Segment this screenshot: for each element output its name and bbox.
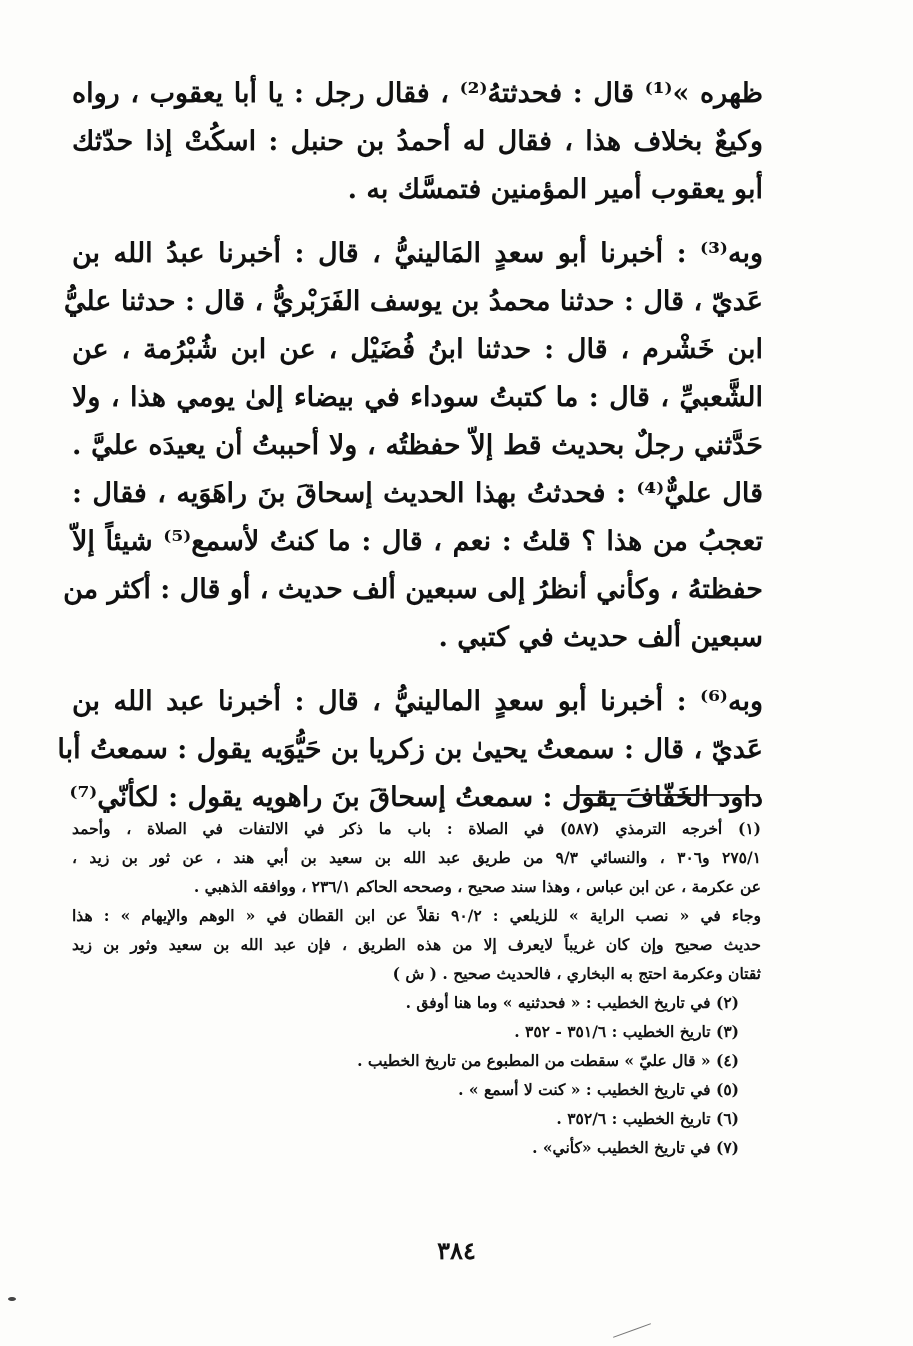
footnote-line: (٦) تاريخ الخطيب : ٣٥٢/٦ . [556, 1109, 739, 1128]
text-line: أبو يعقوب أمير المؤمنين فتمسَّك به . [347, 174, 763, 205]
scan-mark [613, 1323, 651, 1338]
text-line: وكيعٌ بخلاف هذا ، فقال له أحمدُ بن حنبل : اسكُتْ إذا حدّثك [72, 126, 763, 157]
page-number: ٣٨٤ [437, 1236, 476, 1265]
footnote-line: (١) أخرجه الترمذي (٥٨٧) في الصلاة : باب ما ذكر في الالتفات في الصلاة ، وأحمد [72, 819, 761, 838]
footnote-line: (٣) تاريخ الخطيب : ٣٥١/٦ - ٣٥٢ . [514, 1022, 739, 1041]
text-line: حفظتهُ ، وكأني أنظرُ إلى سبعين ألف حديث ، أو قال : أكثر من [63, 574, 763, 605]
text-line: ابن خَشْرم ، قال : حدثنا ابنُ فُضَيْل ، عن ابن شُبْرُمة ، عن [72, 334, 763, 365]
text-line: وبه⁽³⁾ : أخبرنا أبو سعدٍ المَالينيُّ ، قال : أخبرنا عبدُ الله بن [72, 238, 763, 269]
footnote-separator [570, 794, 760, 796]
text-line: حَدَّثني رجلٌ بحديث قط إلاّ حفظتُه ، ولا أحببتُ أن يعيدَه عليَّ . [72, 430, 763, 461]
footnote-line: (٥) في تاريخ الخطيب : « كنت لا أسمع » . [458, 1080, 739, 1099]
footnote-line: ٢٧٥/١ و٣٠٦ ، والنسائي ٩/٣ من طريق عبد الله بن سعيد بن أبي هند ، عن ثور بن زيد ، [72, 848, 761, 867]
footnote-line: عن عكرمة ، عن ابن عباس ، وهذا سند صحيح ، وصححه الحاكم ٢٣٦/١ ، ووافقه الذهبي . [193, 877, 761, 896]
footnote-line: حديث صحيح وإن كان غريباً لايعرف إلا من هذه الطريق ، فإن عبد الله بن سعيد وثور بن زيد [72, 935, 761, 954]
scan-speck [8, 1297, 16, 1301]
footnote-line: ثقتان وعكرمة احتج به البخاري ، فالحديث صحيح . ( ش ) [392, 964, 761, 983]
main-text-block [57, 70, 764, 822]
text-line: سبعين ألف حديث في كتبي . [438, 622, 763, 653]
footnotes-block [72, 814, 761, 1162]
footnote-line: (٢) في تاريخ الخطيب : « فحدثنيه » وما هنا أوفق . [405, 993, 739, 1012]
text-line: عَديّ ، قال : حدثنا محمدُ بن يوسف الفَرَبْريُّ ، قال : حدثنا عليُّ [63, 286, 763, 317]
text-line: وبه⁽⁶⁾ : أخبرنا أبو سعدٍ المالينيُّ ، قال : أخبرنا عبد الله بن [72, 686, 763, 717]
text-line: عَديّ ، قال : سمعتُ يحيىٰ بن زكريا بن حَيُّوَيه يقول : سمعتُ أبا [57, 734, 763, 765]
footnote-line: (٧) في تاريخ الخطيب «كأني» . [532, 1138, 739, 1157]
text-line: تعجبُ من هذا ؟ قلتُ : نعم ، قال : ما كنتُ لأسمع⁽⁵⁾ شيئاً إلاّ [72, 526, 763, 557]
footnote-line: وجاء في « نصب الراية » للزيلعي : ٩٠/٢ نقلاً عن ابن القطان في « الوهم والإيهام » : هذا [72, 906, 761, 925]
text-line: ظهره »⁽¹⁾ قال : فحدثتهُ⁽²⁾ ، فقال رجل : يا أبا يعقوب ، رواه [72, 78, 764, 109]
text-line: الشَّعبيِّ ، قال : ما كتبتُ سوداء في بيضاء إلىٰ يومي هذا ، ولا [72, 382, 763, 413]
text-line: داود الخَفّافَ يقول : سمعتُ إسحاقَ بنَ راهويه يقول : لكأنّي⁽⁷⁾ [69, 782, 763, 813]
text-line: قال عليٌّ⁽⁴⁾ : فحدثتُ بهذا الحديث إسحاقَ بنَ راهَوَيه ، فقال : [72, 478, 764, 509]
footnote-line: (٤) « قال عليّ » سقطت من المطبوع من تاريخ الخطيب . [357, 1051, 739, 1070]
